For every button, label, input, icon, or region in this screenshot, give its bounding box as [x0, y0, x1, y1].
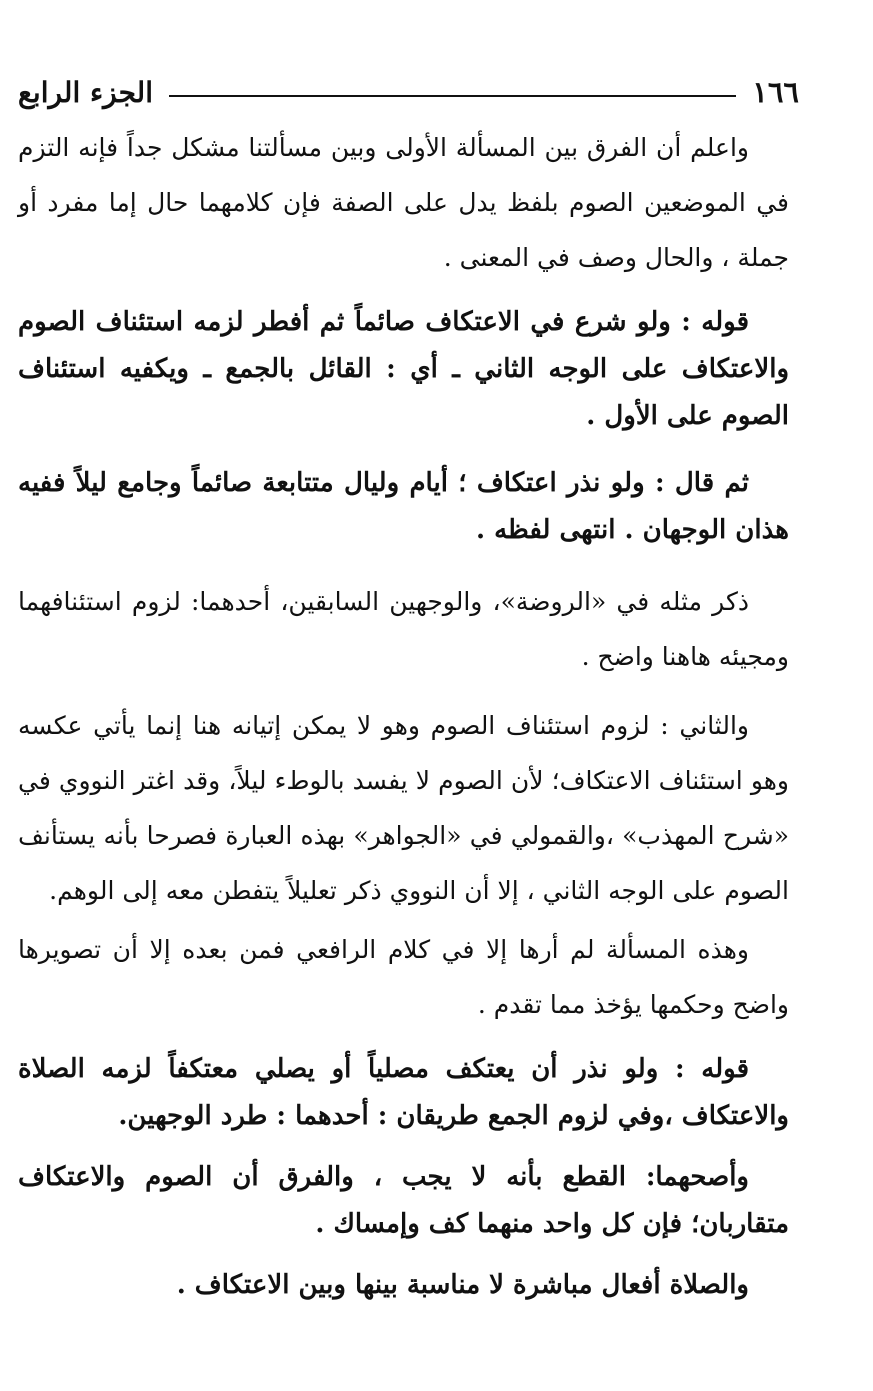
paragraph: واعلم أن الفرق بين المسألة الأولى وبين مسألتنا مشكل جداً فإنه التزم في الموضعين الصوم بلفظ يدل على الصفة فإن كلامهما حال إما مفرد أو جملة ، والحال وصف في المعنى .	[18, 133, 789, 272]
paragraph: قوله : ولو نذر أن يعتكف مصلياً أو يصلي معتكفاً لزمه الصلاة والاعتكاف ،وفي لزوم الجمع طريقان : أحدهما : طرد الوجهين.	[18, 1054, 789, 1131]
paragraph: ذكر مثله في «الروضة»، والوجهين السابقين، أحدهما: لزوم استئنافهما ومجيئه هاهنا واضح .	[18, 587, 789, 671]
paragraph: والثاني : لزوم استئناف الصوم وهو لا يمكن إتيانه هنا إنما يأتي عكسه وهو استئناف الاعتكاف؛ لأن الصوم لا يفسد بالوطء ليلاً، وقد اغتر النووي في «شرح المهذب» ،والقمولي في «الجواهر» بهذه العبارة فصرحا بأنه يستأنف الصوم على الوجه الثاني ، إلا أن النووي ذكر تعليلاً يتفطن معه إلى الوهم.	[18, 711, 789, 905]
paragraph: وهذه المسألة لم أرها إلا في كلام الرافعي فمن بعده إلا أن تصويرها واضح وحكمها يؤخذ مما تقدم .	[18, 935, 789, 1019]
part-title: الجزء الرابع	[18, 75, 153, 109]
paragraph-tail-text: . انتهى لفظه .	[475, 515, 643, 545]
header-rule	[169, 95, 736, 97]
paragraph: وأصحهما: القطع بأنه لا يجب ، والفرق أن الصوم والاعتكاف متقاربان؛ فإن كل واحد منهما كف وإمساك .	[18, 1162, 789, 1239]
paragraph	[18, 460, 789, 554]
page-number: ١٦٦	[752, 75, 799, 109]
paragraph-bold-text: ثم قال : ولو نذر اعتكاف ؛ أيام وليال متتابعة صائماً وجامع ليلاً ففيه هذان الوجهان	[18, 468, 789, 545]
running-header	[18, 70, 799, 114]
paragraph: قوله : ولو شرع في الاعتكاف صائماً ثم أفطر لزمه استئناف الصوم والاعتكاف على الوجه الثاني ـ أي : القائل بالجمع ـ ويكفيه استئناف الصوم على الأول .	[18, 307, 789, 431]
paragraph: والصلاة أفعال مباشرة لا مناسبة بينها وبين الاعتكاف .	[176, 1270, 749, 1300]
